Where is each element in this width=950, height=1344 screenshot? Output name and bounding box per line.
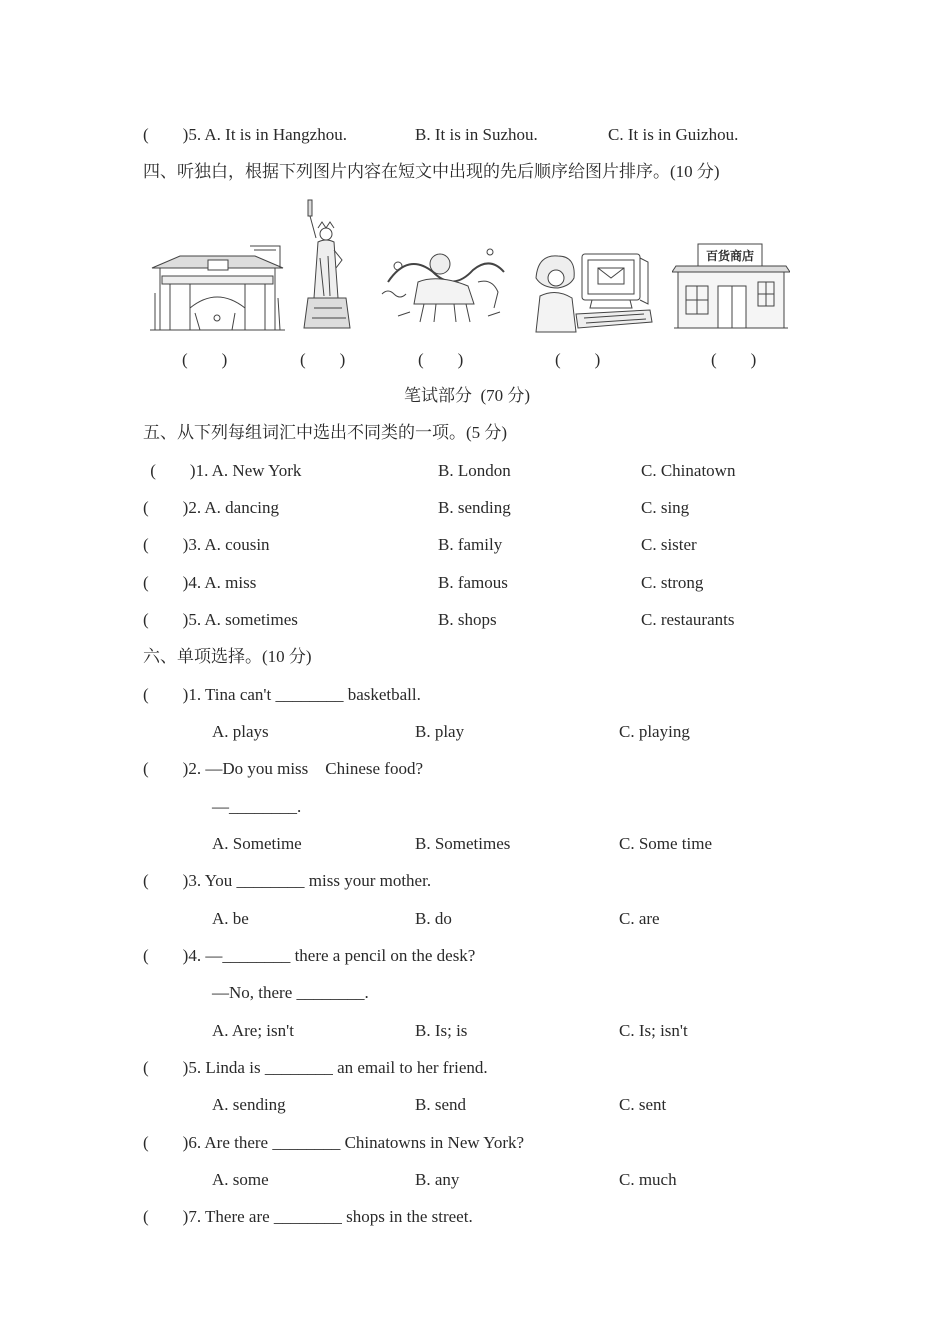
s5-q3-option-b: B. family [438, 535, 503, 554]
picture-5-answer-blank[interactable]: ( ) [711, 350, 757, 369]
section4-heading: 四、听独白，根据下列图片内容在短文中出现的先后顺序给图片排序。(10 分) [143, 162, 720, 181]
s6-q1-option-c: C. playing [619, 722, 690, 741]
s6-q1-option-a: A. plays [212, 722, 269, 741]
s6-q7-stem: ( )7. There are ________ shops in the street. [143, 1207, 473, 1226]
s5-q1-stem: ( )1. A. New York [146, 461, 302, 480]
s6-q5-option-c: C. sent [619, 1095, 667, 1114]
s6-q2-option-a: A. Sometime [212, 834, 302, 853]
picture-2-answer-blank[interactable]: ( ) [300, 350, 346, 369]
s5-q1-option-c: C. Chinatown [641, 461, 736, 480]
s5-q4-option-b: B. famous [438, 573, 508, 592]
s6-q3-option-c: C. are [619, 909, 660, 928]
listening-q5-option-b: B. It is in Suzhou. [415, 125, 538, 144]
s6-q4-option-b: B. Is; is [415, 1021, 468, 1040]
s6-q6-stem: ( )6. Are there ________ Chinatowns in New York? [143, 1133, 525, 1152]
s6-q4-stem: ( )4. —________ there a pencil on the desk? [143, 946, 476, 965]
s6-q5-option-a: A. sending [212, 1095, 286, 1114]
s5-q2-option-c: C. sing [641, 498, 690, 517]
s5-q5-option-c: C. restaurants [641, 610, 735, 629]
s5-q2-stem: ( )2. A. dancing [143, 498, 279, 517]
s6-q3-stem: ( )3. You ________ miss your mother. [143, 871, 432, 890]
s6-q6-option-c: C. much [619, 1170, 677, 1189]
picture-1-answer-blank[interactable]: ( ) [182, 350, 228, 369]
picture-4-answer-blank[interactable]: ( ) [555, 350, 601, 369]
s6-q6-option-a: A. some [212, 1170, 269, 1189]
s5-q5-stem: ( )5. A. sometimes [143, 610, 298, 629]
s6-q3-option-b: B. do [415, 909, 452, 928]
s6-q2-option-b: B. Sometimes [415, 834, 511, 853]
s6-q4-answer-line: —No, there ________. [212, 983, 369, 1002]
s5-q4-stem: ( )4. A. miss [143, 573, 257, 592]
s6-q2-stem: ( )2. —Do you miss Chinese food? [143, 759, 424, 778]
s5-q5-option-b: B. shops [438, 610, 497, 629]
dragon-dance-icon [378, 242, 510, 328]
s6-q1-option-b: B. play [415, 722, 465, 741]
s5-q4-option-c: C. strong [641, 573, 704, 592]
s5-q1-option-b: B. London [438, 461, 511, 480]
child-computer-email-icon [532, 248, 654, 334]
s6-q4-option-c: C. Is; isn't [619, 1021, 688, 1040]
listening-q5-option-c: C. It is in Guizhou. [608, 125, 739, 144]
s6-q5-stem: ( )5. Linda is ________ an email to her friend. [143, 1058, 488, 1077]
store-sign-text: 百货商店 [706, 249, 755, 263]
s6-q2-answer-line: —________. [212, 797, 302, 816]
s6-q5-option-b: B. send [415, 1095, 466, 1114]
s5-q3-stem: ( )3. A. cousin [143, 535, 270, 554]
s5-q3-option-c: C. sister [641, 535, 697, 554]
s5-q2-option-b: B. sending [438, 498, 511, 517]
s6-q4-option-a: A. Are; isn't [212, 1021, 294, 1040]
listening-q5-stem: ( )5. A. It is in Hangzhou. [143, 125, 347, 144]
s6-q2-option-c: C. Some time [619, 834, 713, 853]
s6-q6-option-b: B. any [415, 1170, 460, 1189]
chinatown-gate-icon [150, 238, 285, 334]
section6-heading: 六、单项选择。(10 分) [143, 647, 312, 666]
section5-heading: 五、从下列每组词汇中选出不同类的一项。(5 分) [143, 423, 508, 442]
written-part-heading: 笔试部分 (70 分) [404, 386, 531, 405]
statue-of-liberty-icon [302, 198, 357, 330]
s6-q3-option-a: A. be [212, 909, 249, 928]
picture-3-answer-blank[interactable]: ( ) [418, 350, 464, 369]
s6-q1-stem: ( )1. Tina can't ________ basketball. [143, 685, 421, 704]
